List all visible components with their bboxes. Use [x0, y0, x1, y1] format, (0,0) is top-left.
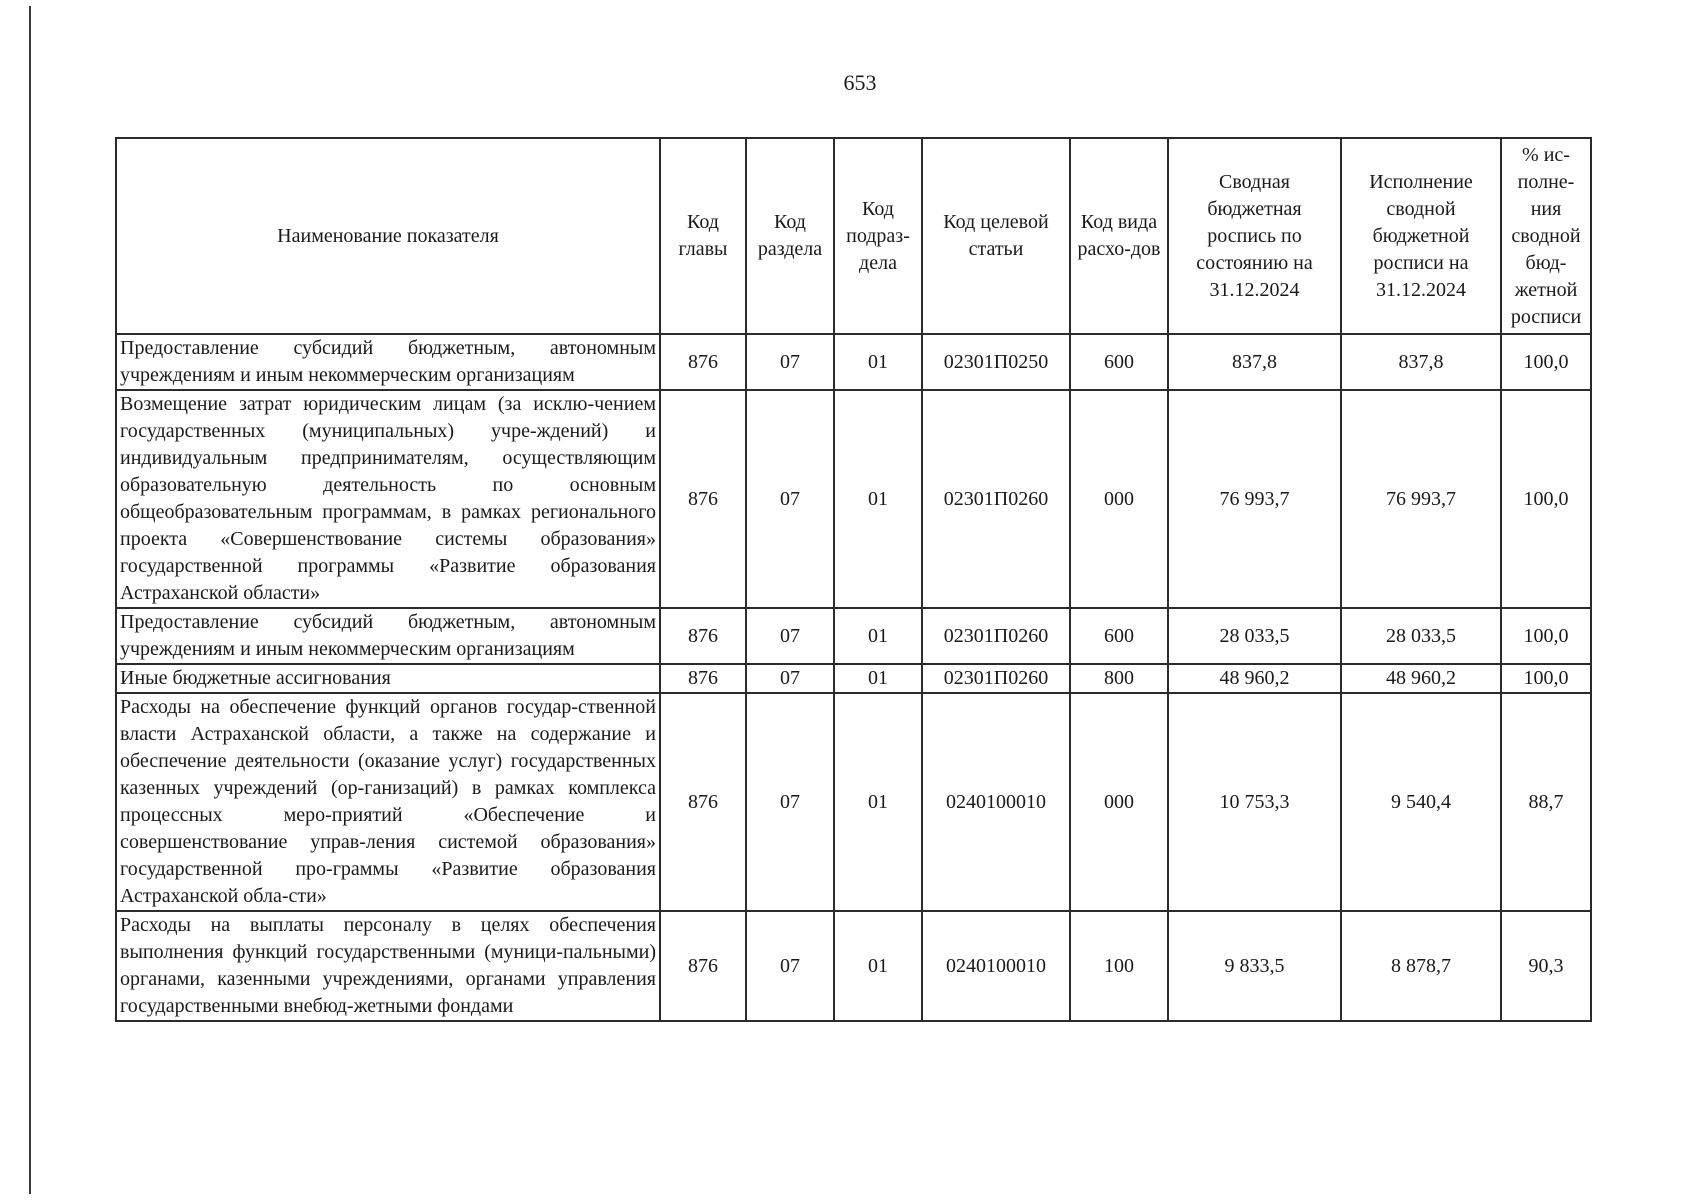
row-target: 0240100010 [922, 911, 1070, 1021]
row-chapter: 876 [660, 911, 746, 1021]
header-subsection-code: Код подраз-дела [834, 138, 922, 334]
table-row [116, 390, 1591, 608]
row-name: Предоставление субсидий бюджетным, автономным учреждениям и иным некоммерческим организациям [116, 334, 660, 390]
row-name: Возмещение затрат юридическим лицам (за исклю-чением государственных (муниципальных) учре-ждений) и индивидуальным предпринимателям, осуществляющим образовательную деятельность по основным общеобразовательным программам, в рамках регионального проекта «Совершенствование системы образования» государственной программы «Развитие образования Астраханской области» [116, 390, 660, 608]
table-row [116, 334, 1591, 390]
row-chapter: 876 [660, 608, 746, 664]
table-row [116, 608, 1591, 664]
row-percent: 100,0 [1501, 334, 1591, 390]
table-row [116, 911, 1591, 1021]
row-subsection: 01 [834, 390, 922, 608]
row-target: 02301П0260 [922, 390, 1070, 608]
row-expense-type: 600 [1070, 608, 1168, 664]
row-percent: 100,0 [1501, 664, 1591, 693]
row-execution: 9 540,4 [1341, 693, 1501, 911]
row-percent: 90,3 [1501, 911, 1591, 1021]
row-percent: 100,0 [1501, 608, 1591, 664]
row-expense-type: 800 [1070, 664, 1168, 693]
page-number: 653 [843, 70, 877, 95]
header-chapter-code: Код главы [660, 138, 746, 334]
header-name: Наименование показателя [116, 138, 660, 334]
row-target: 02301П0260 [922, 608, 1070, 664]
row-section: 07 [746, 390, 834, 608]
row-target: 02301П0250 [922, 334, 1070, 390]
row-budget: 48 960,2 [1168, 664, 1341, 693]
table-row [116, 664, 1591, 693]
row-section: 07 [746, 334, 834, 390]
row-execution: 76 993,7 [1341, 390, 1501, 608]
header-target-code: Код целевой статьи [922, 138, 1070, 334]
row-section: 07 [746, 911, 834, 1021]
row-budget: 28 033,5 [1168, 608, 1341, 664]
row-subsection: 01 [834, 664, 922, 693]
row-subsection: 01 [834, 608, 922, 664]
header-section-code: Код раздела [746, 138, 834, 334]
row-name: Расходы на выплаты персоналу в целях обеспечения выполнения функций государственными (муници-пальными) органами, казенными учреждениями, органами управления государственными внебюд-жетными фондами [116, 911, 660, 1021]
row-execution: 28 033,5 [1341, 608, 1501, 664]
row-chapter: 876 [660, 664, 746, 693]
row-budget: 76 993,7 [1168, 390, 1341, 608]
row-expense-type: 000 [1070, 693, 1168, 911]
row-execution: 837,8 [1341, 334, 1501, 390]
header-percent: % ис-полне-ния сводной бюд-жетной росписи [1501, 138, 1591, 334]
table-row [116, 693, 1591, 911]
row-budget: 9 833,5 [1168, 911, 1341, 1021]
row-percent: 88,7 [1501, 693, 1591, 911]
row-expense-type: 600 [1070, 334, 1168, 390]
row-expense-type: 100 [1070, 911, 1168, 1021]
table-header-row [116, 138, 1591, 334]
row-section: 07 [746, 693, 834, 911]
header-budget-list: Сводная бюджетная роспись по состоянию на 31.12.2024 [1168, 138, 1341, 334]
row-chapter: 876 [660, 693, 746, 911]
row-target: 0240100010 [922, 693, 1070, 911]
row-budget: 10 753,3 [1168, 693, 1341, 911]
row-chapter: 876 [660, 390, 746, 608]
row-name: Расходы на обеспечение функций органов государ-ственной власти Астраханской области, а также на содержание и обеспечение деятельности (оказание услуг) государственных казенных учреждений (ор-ганизаций) в рамках комплекса процессных меро-приятий «Обеспечение и совершенствование управ-ления системой образования» государственной про-граммы «Развитие образования Астраханской обла-сти» [116, 693, 660, 911]
row-subsection: 01 [834, 911, 922, 1021]
row-budget: 837,8 [1168, 334, 1341, 390]
row-target: 02301П0260 [922, 664, 1070, 693]
header-expense-type-code: Код вида расхо-дов [1070, 138, 1168, 334]
header-execution: Исполнение сводной бюджетной росписи на 31.12.2024 [1341, 138, 1501, 334]
row-section: 07 [746, 664, 834, 693]
row-execution: 48 960,2 [1341, 664, 1501, 693]
row-name: Иные бюджетные ассигнования [116, 664, 660, 693]
row-chapter: 876 [660, 334, 746, 390]
row-subsection: 01 [834, 693, 922, 911]
row-subsection: 01 [834, 334, 922, 390]
row-percent: 100,0 [1501, 390, 1591, 608]
row-section: 07 [746, 608, 834, 664]
budget-execution-table [115, 137, 1592, 1022]
row-expense-type: 000 [1070, 390, 1168, 608]
row-name: Предоставление субсидий бюджетным, автономным учреждениям и иным некоммерческим организациям [116, 608, 660, 664]
left-margin-line [29, 6, 31, 1194]
row-execution: 8 878,7 [1341, 911, 1501, 1021]
